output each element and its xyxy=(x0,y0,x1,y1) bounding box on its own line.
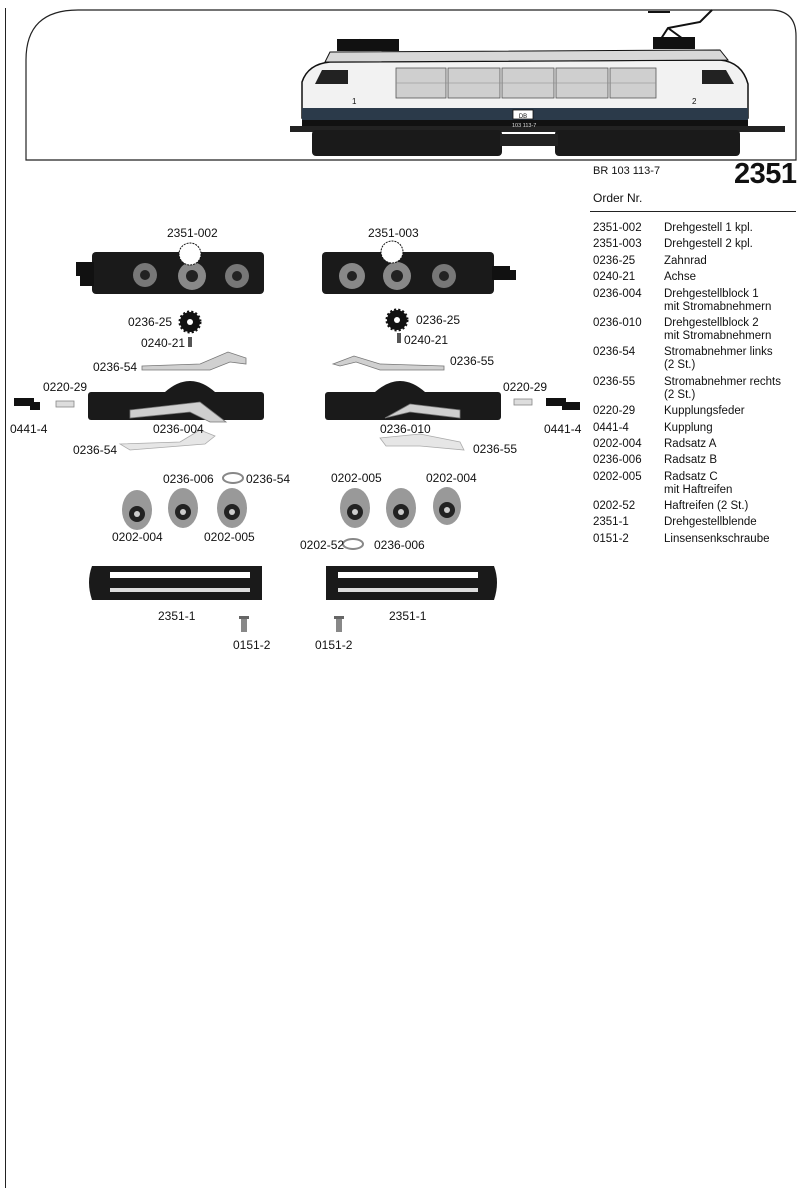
part-description: Achse xyxy=(664,271,696,284)
label-axle-right: 0240-21 xyxy=(404,333,449,347)
part-description: Drehgestellblende xyxy=(664,516,757,529)
label-pickup-right-top: 0236-55 xyxy=(450,354,495,368)
part-description: Drehgestell 2 kpl. xyxy=(664,238,753,251)
pickup-right-top xyxy=(333,356,444,370)
label-spring-right: 0220-29 xyxy=(503,380,548,394)
end-marking-2: 2 xyxy=(692,97,697,106)
screw-right xyxy=(334,616,344,632)
tire-left xyxy=(223,473,243,483)
part-description: Kupplung xyxy=(664,421,713,434)
gear-right xyxy=(387,310,407,330)
screw-left xyxy=(239,616,249,632)
part-number: 0202-005 xyxy=(593,470,642,483)
loco-number-plate: 103 113-7 xyxy=(512,123,537,129)
label-pickup-left-top: 0236-54 xyxy=(93,360,138,374)
spring-left xyxy=(56,401,74,407)
label-gear-left: 0236-25 xyxy=(128,315,173,329)
axle-right xyxy=(397,333,401,343)
frame-right xyxy=(326,566,497,600)
block-2 xyxy=(325,381,501,420)
pickup-left-top xyxy=(142,352,246,370)
label-frame-left: 2351-1 xyxy=(158,609,196,623)
part-number: 2351-003 xyxy=(593,238,642,251)
label-pickup-left-bottom: 0236-54 xyxy=(73,443,118,457)
model-designation: BR 103 113-7 xyxy=(593,165,661,177)
part-description: Zahnrad xyxy=(664,254,707,267)
bogie-1-complete xyxy=(76,243,264,294)
part-number: 0236-54 xyxy=(593,346,636,359)
part-number: 0441-4 xyxy=(593,421,629,434)
bogie-2-complete xyxy=(322,241,516,294)
tire-right xyxy=(343,539,363,549)
part-description-line2: mit Stromabnehmern xyxy=(664,300,772,313)
part-description: Haftreifen (2 St.) xyxy=(664,500,749,513)
part-number: 0236-25 xyxy=(593,254,636,267)
part-number: 2351-1 xyxy=(593,516,629,529)
label-tire-left: 0236-54 xyxy=(246,472,291,486)
end-marking-1: 1 xyxy=(352,97,357,106)
label-bogie-2: 2351-003 xyxy=(368,226,419,240)
label-bogie-1: 2351-002 xyxy=(167,226,218,240)
part-number: 0220-29 xyxy=(593,405,636,418)
gear-left xyxy=(180,312,200,332)
part-description: Kupplungsfeder xyxy=(664,405,745,418)
part-number: 0202-004 xyxy=(593,437,642,450)
label-wheel-a-right: 0202-004 xyxy=(426,471,477,485)
part-description-line2: (2 St.) xyxy=(664,359,696,372)
part-description-line2: mit Stromabnehmern xyxy=(664,329,772,342)
label-wheel-a-left: 0202-004 xyxy=(112,530,163,544)
part-number: 0151-2 xyxy=(593,532,629,545)
part-description: Radsatz A xyxy=(664,437,717,450)
label-wheel-b-right: 0236-006 xyxy=(374,538,425,552)
frame-left xyxy=(89,566,262,600)
part-description-line2: mit Haftreifen xyxy=(664,483,733,496)
part-description: Linsensenkschraube xyxy=(664,532,770,545)
label-axle-left: 0240-21 xyxy=(141,336,186,350)
axle-left xyxy=(188,337,192,347)
coupler-left xyxy=(14,398,40,410)
spring-right xyxy=(514,399,532,405)
label-tire-right: 0202-52 xyxy=(300,538,345,552)
part-description: Radsatz B xyxy=(664,454,718,467)
part-number: 0240-21 xyxy=(593,271,636,284)
label-block-1: 0236-004 xyxy=(153,422,204,436)
part-number: 0236-006 xyxy=(593,454,642,467)
part-description: Stromabnehmer rechts xyxy=(664,375,781,388)
label-wheel-c-left: 0202-005 xyxy=(204,530,255,544)
part-number: 0236-004 xyxy=(593,287,642,300)
part-description: Drehgestellblock 1 xyxy=(664,287,759,300)
wheelsets-right xyxy=(340,487,461,528)
label-gear-right: 0236-25 xyxy=(416,313,461,327)
label-pickup-right-bottom: 0236-55 xyxy=(473,442,518,456)
coupler-right xyxy=(546,398,580,410)
block-1 xyxy=(88,381,264,422)
order-number-heading: Order Nr. xyxy=(593,191,643,205)
part-description: Stromabnehmer links xyxy=(664,346,773,359)
pickup-right-bottom xyxy=(380,434,464,450)
db-emblem-text: DB xyxy=(518,114,528,120)
part-description-line2: (2 St.) xyxy=(664,388,696,401)
part-number: 2351-002 xyxy=(593,222,642,234)
label-wheel-c-right: 0202-005 xyxy=(331,471,382,485)
part-number: 0236-010 xyxy=(593,316,642,329)
label-spring-left: 0220-29 xyxy=(43,380,88,394)
label-block-2: 0236-010 xyxy=(380,422,431,436)
part-description: Radsatz C xyxy=(664,470,718,483)
label-screw-right: 0151-2 xyxy=(315,638,353,652)
label-coupler-left: 0441-4 xyxy=(10,422,48,436)
label-screw-left: 0151-2 xyxy=(233,638,271,652)
part-number: 0202-52 xyxy=(593,500,636,513)
part-number: 0236-55 xyxy=(593,375,636,388)
label-wheel-b-left: 0236-006 xyxy=(163,472,214,486)
catalog-number: 2351 xyxy=(734,158,797,190)
label-frame-right: 2351-1 xyxy=(389,609,427,623)
part-description: Drehgestellblock 2 xyxy=(664,316,759,329)
wheelsets-left xyxy=(122,488,247,530)
label-coupler-right: 0441-4 xyxy=(544,422,582,436)
part-description: Drehgestell 1 kpl. xyxy=(664,222,753,234)
